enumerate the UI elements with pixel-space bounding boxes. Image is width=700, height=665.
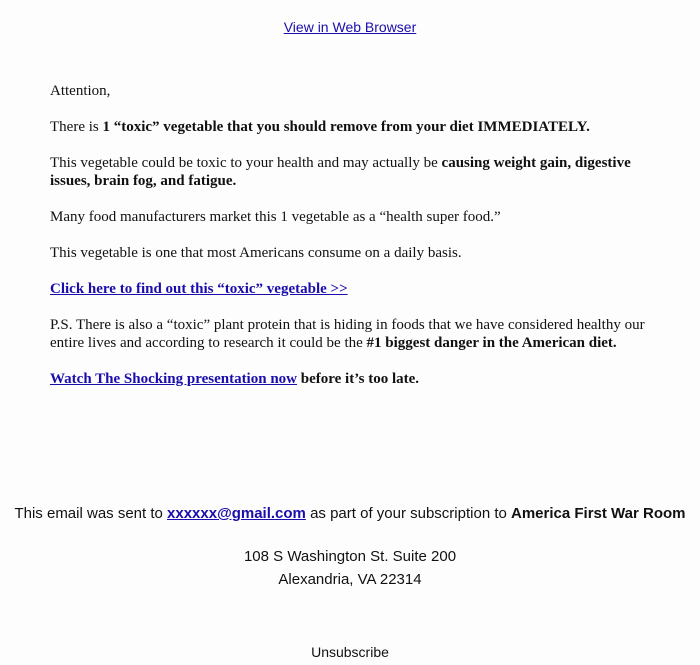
sent-prefix: This email was sent to	[14, 505, 168, 522]
footer-sent-line	[0, 505, 700, 522]
sent-middle: as part of your subscription to	[305, 505, 512, 522]
ps-paragraph	[50, 316, 650, 352]
address-line-1: 108 S Washington St. Suite 200	[243, 548, 457, 565]
watch-presentation-link[interactable]: Watch The Shocking presentation now	[50, 371, 297, 387]
toxic-vegetable-link[interactable]: Click here to find out this “toxic” vegetable >>	[50, 281, 348, 297]
paragraph-1	[50, 118, 650, 136]
watch-rest-text: before it’s too late.	[297, 371, 420, 387]
cta-paragraph	[50, 280, 650, 298]
paragraph-1-bold: 1 “toxic” vegetable that you should remove from your diet IMMEDIATELY.	[102, 119, 590, 135]
address-line-2: Alexandria, VA 22314	[278, 571, 422, 588]
greeting: Attention,	[50, 83, 111, 99]
paragraph-1-text: There is	[50, 119, 103, 135]
paragraph-2-text: This vegetable could be toxic to your health and may actually be	[50, 155, 442, 171]
header-bar	[0, 19, 700, 35]
organization-name: America First War Room	[511, 505, 686, 522]
ps-bold: #1 biggest danger in the American diet.	[366, 335, 617, 351]
recipient-email-link[interactable]: xxxxxx@gmail.com	[167, 505, 306, 522]
view-in-browser-link[interactable]: View in Web Browser	[283, 19, 417, 35]
paragraph-2-bold: causing weight gain, digestive issues, brain fog, and fatigue.	[50, 155, 631, 189]
paragraph-2	[50, 154, 650, 190]
paragraph-4: This vegetable is one that most Americans consume on a daily basis.	[50, 245, 462, 261]
letter-body	[50, 82, 650, 406]
ps-text: P.S. There is also a “toxic” plant protein that is hiding in foods that we have considered healthy our entire lives and according to research it could be the	[50, 317, 645, 351]
unsubscribe-link[interactable]: Unsubscribe	[311, 644, 389, 660]
watch-paragraph	[50, 370, 650, 388]
paragraph-3: Many food manufacturers market this 1 vegetable as a “health super food.”	[50, 209, 501, 225]
postal-address	[0, 545, 700, 591]
